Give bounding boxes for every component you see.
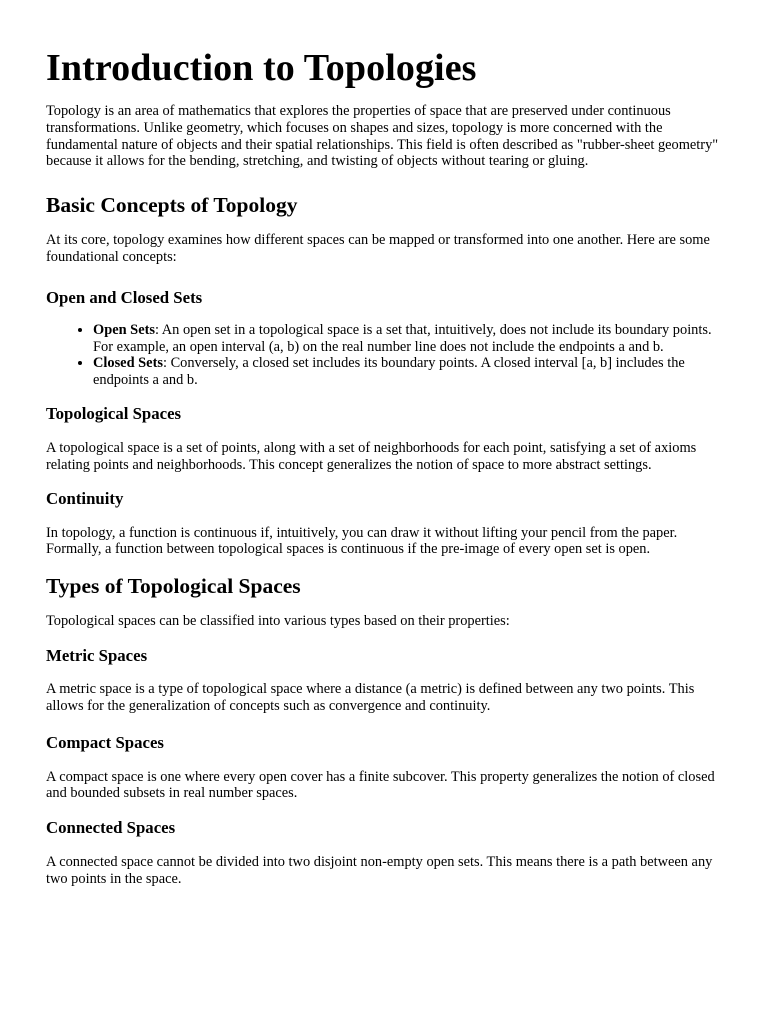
intro-paragraph: Topology is an area of mathematics that explores the properties of space that are preserved under continuous transformations. Unlike geometry, which focuses on shapes and sizes, topology is more concerned with the fundamental nature of objects and their spatial relationships. This field is often described as "rubber-sheet geometry" because it allows for the bending, stretching, and twisting of objects without tearing or gluing.: [46, 103, 719, 170]
subsection-heading-connected-spaces: Connected Spaces: [46, 818, 176, 838]
section-heading-basic-concepts: Basic Concepts of Topology: [46, 193, 298, 218]
list-item-closed-sets: [93, 355, 722, 389]
subsection-heading-metric-spaces: Metric Spaces: [46, 645, 148, 665]
list-item-open-sets: [93, 322, 722, 356]
subsection-heading-topological-spaces: Topological Spaces: [46, 403, 182, 423]
list-item-term: Closed Sets: [93, 355, 163, 372]
section-heading-types: Types of Topological Spaces: [46, 574, 301, 599]
subsection-heading-continuity: Continuity: [46, 488, 124, 508]
basic-concepts-paragraph: At its core, topology examines how different spaces can be mapped or transformed into one another. Here are some foundational concepts:: [46, 232, 710, 265]
compact-spaces-paragraph: A compact space is one where every open cover has a finite subcover. This property generalizes the notion of closed and bounded subsets in real number spaces.: [46, 768, 715, 802]
connected-spaces-paragraph: A connected space cannot be divided into two disjoint non-empty open sets. This means there is a path between any two points in the space.: [46, 854, 713, 887]
subsection-heading-open-closed-sets: Open and Closed Sets: [46, 287, 203, 307]
page-title: Introduction to Topologies: [46, 47, 477, 89]
types-paragraph: Topological spaces can be classified into various types based on their properties:: [46, 613, 510, 630]
list-item-text: : Conversely, a closed set includes its boundary points. A closed interval [a, b] includes the endpoints a and b.: [93, 355, 685, 389]
subsection-heading-compact-spaces: Compact Spaces: [46, 732, 164, 752]
list-item-term: Open Sets: [93, 321, 155, 338]
continuity-paragraph: In topology, a function is continuous if, intuitively, you can draw it without lifting your pencil from the paper. Formally, a function between topological spaces is continuous if the pre-image of every open set is open.: [46, 524, 678, 558]
list-item-text: : An open set in a topological space is a set that, intuitively, does not include its boundary points. For example, an open interval (a, b) on the real number line does not include the endpoints a and b.: [93, 321, 712, 355]
topological-spaces-paragraph: A topological space is a set of points, along with a set of neighborhoods for each point, satisfying a set of axioms relating points and neighborhoods. This concept generalizes the notion of space to more abstract settings.: [46, 439, 697, 473]
open-closed-sets-list: [46, 322, 722, 389]
metric-spaces-paragraph: A metric space is a type of topological space where a distance (a metric) is defined between any two points. This allows for the generalization of concepts such as convergence and continuity.: [46, 680, 695, 714]
